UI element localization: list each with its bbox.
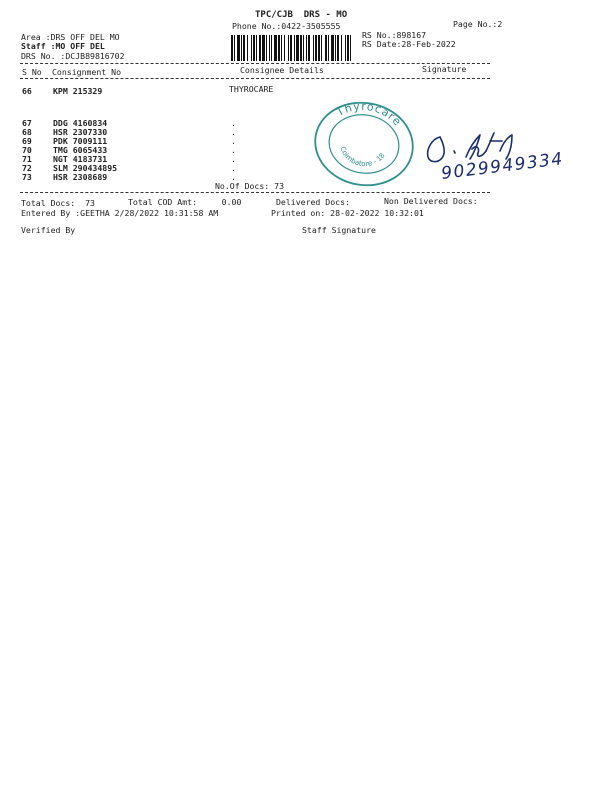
- row-consignee-placeholder: .: [231, 163, 236, 173]
- barcode-bar: [251, 35, 252, 61]
- company-stamp: [310, 100, 418, 188]
- barcode-bar: [321, 35, 322, 61]
- barcode-bar: [256, 35, 257, 61]
- row-consignment-no: NGT 4183731: [53, 154, 108, 164]
- stamp-company-text: Thyrocare: [334, 100, 405, 129]
- row-consignee-placeholder: .: [231, 127, 236, 137]
- rs-date: RS Date:28-Feb-2022: [362, 39, 456, 49]
- page-number: Page No.:2: [453, 19, 503, 29]
- barcode-bar: [325, 35, 327, 61]
- barcode-bar: [345, 35, 346, 61]
- first-row-consignment: KPM 215329: [53, 86, 103, 96]
- row-consignee-placeholder: .: [231, 172, 236, 182]
- row-consignee-placeholder: .: [231, 145, 236, 155]
- verified-by-label: Verified By: [21, 225, 76, 235]
- barcode-bar: [284, 35, 285, 61]
- row-consignment-no: DDG 4160834: [53, 118, 108, 128]
- barcode-bar: [337, 35, 339, 61]
- row-s-no: 70: [22, 145, 32, 155]
- non-delivered-docs: Non Delivered Docs:: [384, 196, 478, 206]
- no-of-docs: No.Of Docs: 73: [215, 181, 285, 191]
- barcode-bar: [294, 35, 295, 61]
- header-bottom-divider: [20, 78, 490, 79]
- barcode-bar: [243, 35, 245, 61]
- row-consignment-no: TMG 6065433: [53, 145, 108, 155]
- row-s-no: 72: [22, 163, 32, 173]
- row-s-no: 68: [22, 127, 32, 137]
- barcode-bar: [300, 35, 302, 61]
- barcode-bar: [303, 35, 304, 61]
- barcode-bar: [296, 35, 299, 61]
- entered-by: Entered By :GEETHA 2/28/2022 10:31:58 AM: [21, 208, 219, 218]
- rs-number: RS No.:898167: [362, 30, 427, 40]
- barcode-bar: [313, 35, 314, 61]
- barcode: [231, 35, 353, 61]
- signature-phone-number: 9029949334: [440, 149, 565, 184]
- barcode-bar: [306, 35, 307, 61]
- barcode-bar: [231, 35, 233, 61]
- barcode-bar: [288, 35, 289, 61]
- report-title: TPC/CJB DRS - MO: [255, 10, 348, 20]
- drs-number: DRS No. :DCJB89816702: [21, 51, 125, 61]
- row-consignee-placeholder: .: [231, 136, 236, 146]
- staff-signature-label: Staff Signature: [302, 225, 376, 235]
- column-consignment-no: Consignment No: [52, 67, 122, 77]
- row-s-no: 67: [22, 118, 32, 128]
- staff-label: Staff :MO OFF DEL: [21, 41, 105, 51]
- barcode-bar: [290, 35, 292, 61]
- handwritten-signature: [420, 125, 600, 185]
- barcode-bar: [315, 35, 317, 61]
- row-consignment-no: HSR 2308689: [53, 172, 108, 182]
- barcode-bar: [350, 35, 351, 61]
- row-s-no: 69: [22, 136, 32, 146]
- row-consignment-no: SLM 290434895: [53, 163, 118, 173]
- summary-divider: [20, 192, 490, 193]
- row-consignment-no: HSR 2307330: [53, 127, 108, 137]
- barcode-bar: [308, 35, 310, 61]
- barcode-bar: [328, 35, 329, 61]
- row-consignee-placeholder: .: [231, 154, 236, 164]
- row-consignee-placeholder: .: [231, 118, 236, 128]
- total-docs: Total Docs: 73: [21, 198, 95, 208]
- barcode-bar: [281, 35, 282, 61]
- column-s-no: S No: [22, 67, 42, 77]
- row-s-no: 73: [22, 172, 32, 182]
- barcode-bar: [237, 35, 240, 61]
- barcode-bar: [318, 35, 320, 61]
- delivered-docs: Delivered Docs:: [276, 197, 350, 207]
- barcode-bar: [271, 35, 272, 61]
- column-signature: Signature: [422, 64, 467, 74]
- row-s-no: 71: [22, 154, 32, 164]
- barcode-bar: [253, 35, 255, 61]
- phone-number: Phone No.:0422-3505555: [232, 21, 341, 31]
- barcode-bar: [266, 35, 267, 61]
- first-row-consignee: THYROCARE: [229, 84, 274, 94]
- row-consignment-no: PDK 7009111: [53, 136, 108, 146]
- stamp-city-text: Coimbatore - 18: [338, 145, 387, 169]
- area-label: Area :DRS OFF DEL MO: [21, 32, 120, 42]
- barcode-bar: [262, 35, 265, 61]
- barcode-bar: [331, 35, 334, 61]
- total-cod-amount: Total COD Amt: 0.00: [128, 197, 242, 207]
- barcode-bar: [274, 35, 277, 61]
- barcode-bar: [259, 35, 261, 61]
- column-consignee-details: Consignee Details: [240, 65, 324, 75]
- header-top-divider: [20, 63, 490, 64]
- barcode-bar: [234, 35, 235, 61]
- barcode-bar: [241, 35, 242, 61]
- printed-on: Printed on: 28-02-2022 10:32:01: [271, 208, 424, 218]
- barcode-bar: [341, 35, 342, 61]
- barcode-bar: [269, 35, 270, 61]
- barcode-bar: [278, 35, 280, 61]
- barcode-bar: [247, 35, 248, 61]
- first-row-s-no: 66: [22, 86, 32, 96]
- barcode-bar: [347, 35, 349, 61]
- barcode-bar: [335, 35, 336, 61]
